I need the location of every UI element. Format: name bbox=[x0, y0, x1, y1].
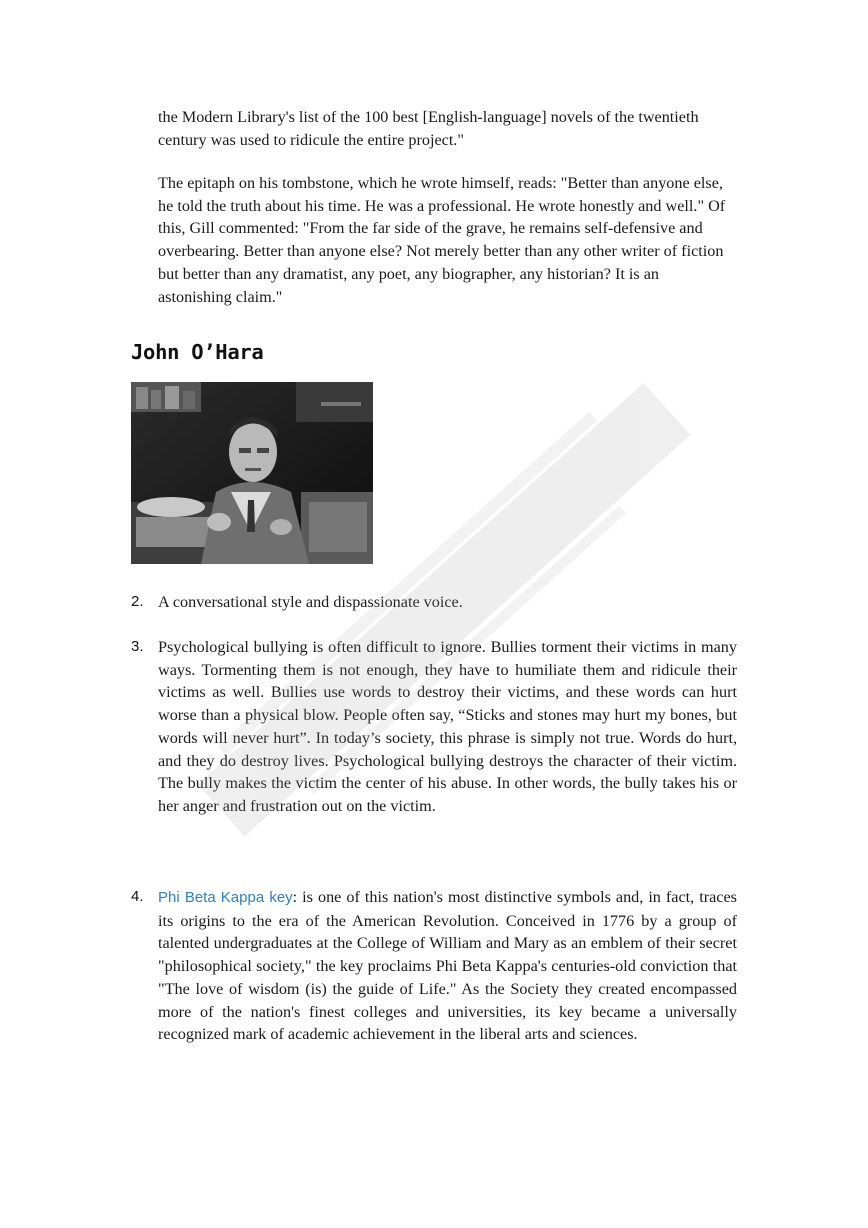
list-item bbox=[131, 636, 737, 844]
item-number: 4. bbox=[131, 888, 144, 905]
item-number: 2. bbox=[131, 593, 144, 610]
section-heading: John O’Hara bbox=[131, 340, 264, 364]
author-photo bbox=[131, 382, 373, 564]
phi-beta-kappa-link[interactable]: Phi Beta Kappa key bbox=[158, 889, 293, 906]
paragraph-epitaph: The epitaph on his tombstone, which he wrote himself, reads: "Better than anyone else, he told the truth about his time. He was a professional. He wrote honestly and well." Of this, Gill commented: "From the far side of the grave, he remains self-defensive and overbearing. Better than anyone else? Not merely better than any other writer of fiction but better than any dramatist, any poet, any biographer, any historian? It is an astonishing claim." bbox=[158, 174, 726, 306]
list-item bbox=[131, 591, 737, 615]
item-text-block bbox=[158, 886, 737, 1046]
list-item bbox=[131, 886, 737, 1076]
item-text: A conversational style and dispassionate voice. bbox=[158, 593, 463, 611]
paragraph-modern-library: the Modern Library's list of the 100 best [English-language] novels of the twentieth century was used to ridicule the entire project." bbox=[158, 108, 699, 149]
item-text: : is one of this nation's most distinctive symbols and, in fact, traces its origins to the era of the American Revolution. Conceived in 1776 by a group of talented undergraduates at the College of William and Mary as an emblem of their secret "philosophical society," the key proclaims Phi Beta Kappa's centuries-old conviction that "The love of wisdom (is) the guide of Life." As the Society they created encompassed more of the nation's finest colleges and universities, its key became a universally recognized mark of academic achievement in the liberal arts and sciences. bbox=[158, 888, 737, 1044]
item-number: 3. bbox=[131, 638, 144, 655]
item-text: Psychological bullying is often difficult to ignore. Bullies torment their victims in many ways. Tormenting them is not enough, they have to humiliate them and ridicule their victims as well. Bullies use words to destroy their victims, and these words can hurt worse than a physical blow. People often say, “Sticks and stones may hurt my bones, but words will never hurt”. In today’s society, this phrase is simply not true. Words do hurt, and they do destroy lives. Psychological bullying destroys the character of their victim. The bully makes the victim the center of his abuse. In other words, the bully takes his or her anger and frustration out on the victim. bbox=[158, 638, 737, 815]
